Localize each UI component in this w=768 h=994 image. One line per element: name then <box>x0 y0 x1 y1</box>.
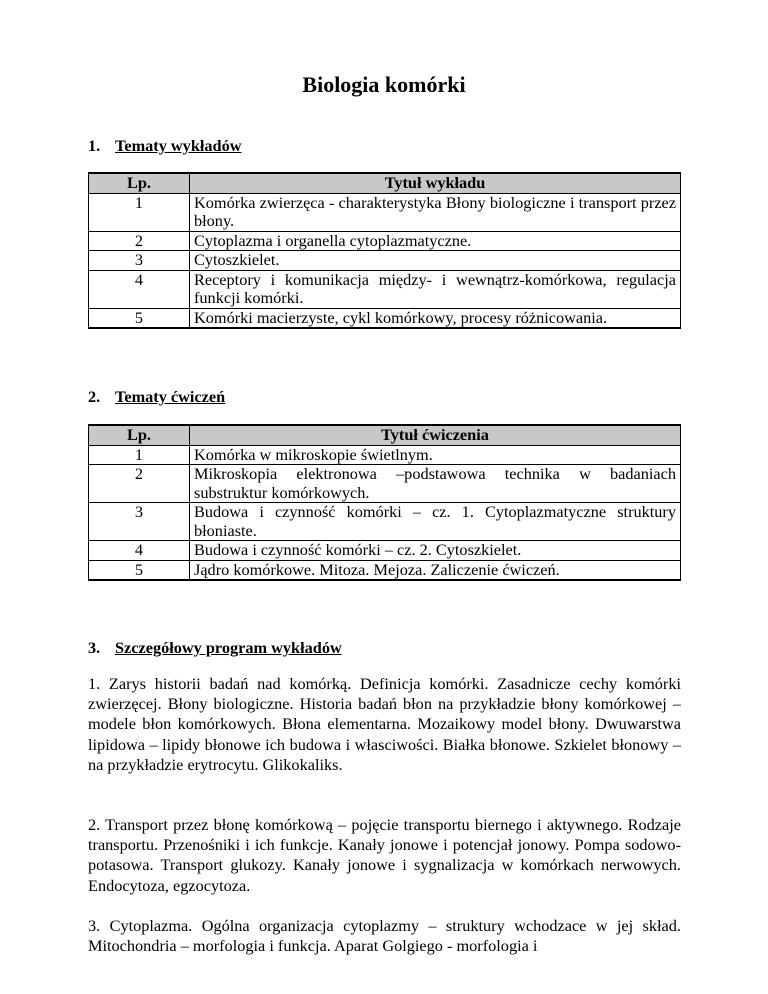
section-number: 1. <box>88 136 101 155</box>
row-title: Jądro komórkowe. Mitoza. Mejoza. Zaliczenie ćwiczeń. <box>190 560 681 580</box>
table-row <box>89 308 681 328</box>
row-number: 2 <box>89 231 190 251</box>
table-row <box>89 445 681 465</box>
row-title: Cytoplazma i organella cytoplazmatyczne. <box>190 231 681 251</box>
row-title: Komórka w mikroskopie świetlnym. <box>190 445 681 465</box>
document-title: Biologia komórki <box>302 72 466 97</box>
row-number: 4 <box>89 541 190 561</box>
exercises-table <box>88 424 681 581</box>
table-row <box>89 251 681 271</box>
section-heading-exercises <box>88 387 225 407</box>
table-row <box>89 503 681 541</box>
table-row <box>89 270 681 308</box>
section-number: 3. <box>88 638 101 657</box>
row-number: 4 <box>89 270 190 308</box>
row-number: 1 <box>89 445 190 465</box>
column-header-lp: Lp. <box>89 173 190 193</box>
row-number: 3 <box>89 503 190 541</box>
row-title: Budowa i czynność komórki – cz. 2. Cytoszkielet. <box>190 541 681 561</box>
section-title: Szczegółowy program wykładów <box>115 638 342 657</box>
table-row <box>89 465 681 503</box>
column-header-title: Tytuł wykładu <box>190 173 681 193</box>
table-row <box>89 560 681 580</box>
section-heading-lectures <box>88 136 242 156</box>
section-title: Tematy wykładów <box>115 136 242 155</box>
table-row <box>89 193 681 231</box>
column-header-lp: Lp. <box>89 425 190 445</box>
column-header-title: Tytuł ćwiczenia <box>190 425 681 445</box>
program-paragraph: 1. Zarys historii badań nad komórką. Definicja komórki. Zasadnicze cechy komórki zwierzęcej. Błony biologiczne. Historia badań błon na przykładzie błony komórkowej – modele błon komórkowych. Błona elementarna. Mozaikowy model błony. Dwuwarstwa lipidowa – lipidy błonowe ich budowa i własciwości. Białka błonowe. Szkielet błonowy – na przykładzie erytrocytu. Glikokaliks. <box>88 674 681 774</box>
row-title: Budowa i czynność komórki – cz. 1. Cytoplazmatyczne struktury błoniaste. <box>190 503 681 541</box>
row-number: 5 <box>89 560 190 580</box>
row-number: 3 <box>89 251 190 271</box>
lectures-table <box>88 172 681 329</box>
row-title: Komórki macierzyste, cykl komórkowy, procesy różnicowania. <box>190 308 681 328</box>
program-paragraph: 2. Transport przez błonę komórkową – pojęcie transportu biernego i aktywnego. Rodzaje transportu. Przenośniki i ich funkcje. Kanały jonowe i potencjał jonowy. Pompa sodowo-potasowa. Transport glukozy. Kanały jonowe i sygnalizacja w komórkach nerwowych. Endocytoza, egzocytoza. <box>88 815 681 895</box>
program-paragraph: 3. Cytoplazma. Ogólna organizacja cytoplazmy – struktury wchodzace w jej skład. Mitochondria – morfologia i funkcja. Aparat Golgiego - morfologia i <box>88 916 681 956</box>
row-title: Cytoszkielet. <box>190 251 681 271</box>
table-row <box>89 231 681 251</box>
section-heading-program <box>88 638 342 658</box>
section-title: Tematy ćwiczeń <box>115 387 226 406</box>
row-number: 2 <box>89 465 190 503</box>
table-row <box>89 541 681 561</box>
row-title: Komórka zwierzęca - charakterystyka Błony biologiczne i transport przez błony. <box>190 193 681 231</box>
row-title: Mikroskopia elektronowa –podstawowa technika w badaniach substruktur komórkowych. <box>190 465 681 503</box>
row-number: 5 <box>89 308 190 328</box>
row-title: Receptory i komunikacja między- i wewnątrz-komórkowa, regulacja funkcji komórki. <box>190 270 681 308</box>
row-number: 1 <box>89 193 190 231</box>
section-number: 2. <box>88 387 101 406</box>
